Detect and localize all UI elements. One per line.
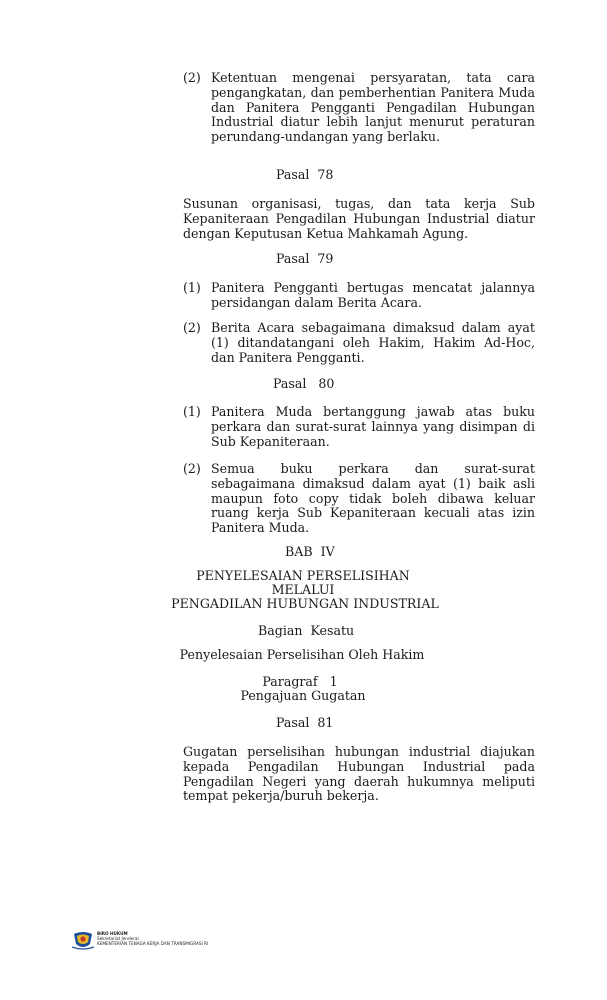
bagian-heading: Bagian Kesatu: [258, 623, 355, 638]
ministry-emblem-icon: [72, 930, 94, 950]
pasal81-heading: Pasal 81: [276, 715, 334, 730]
item-text: Panitera Muda bertanggung jawab atas buku perkara dan surat-surat lainnya yang disimpan di Sub Kepaniteraan.: [211, 404, 535, 449]
bab-title-line-3: PENGADILAN HUBUNGAN INDUSTRIAL: [171, 596, 439, 611]
item-number: (2): [183, 320, 201, 335]
bagian-title: Penyelesaian Perselisihan Oleh Hakim: [179, 647, 425, 662]
footer-line-2: Sekretariat Jenderal: [97, 936, 139, 941]
pasal79-heading: Pasal 79: [276, 251, 334, 266]
footer-stamp: [72, 930, 272, 950]
paragraf-title: Pengajuan Gugatan: [240, 688, 366, 703]
pasal78-heading: Pasal 78: [276, 167, 334, 182]
item-text: Panitera Pengganti bertugas mencatat jalannya persidangan dalam Berita Acara.: [211, 280, 535, 310]
pasal78-text: Susunan organisasi, tugas, dan tata kerja Sub Kepaniteraan Pengadilan Hubungan Industrial diatur dengan Keputusan Ketua Mahkamah Agung.: [183, 196, 535, 241]
paragraf-heading: Paragraf 1: [262, 674, 338, 689]
bab-title-line-2: MELALUI: [271, 582, 335, 597]
item-text: Berita Acara sebagaimana dimaksud dalam ayat (1) ditandatangani oleh Hakim, Hakim Ad-Hoc, dan Panitera Pengganti.: [211, 320, 535, 365]
pasal80-heading: Pasal 80: [273, 376, 335, 391]
item-number: (2): [183, 461, 201, 476]
item-text: Ketentuan mengenai persyaratan, tata cara pengangkatan, dan pemberhentian Panitera Muda dan Panitera Pengganti Pengadilan Hubungan Industrial diatur lebih lanjut menurut peraturan perundang-undangan yang berlaku.: [211, 70, 535, 145]
pasal81-text: Gugatan perselisihan hubungan industrial diajukan kepada Pengadilan Hubungan Industrial pada Pengadilan Negeri yang daerah hukumnya meliputi tempat pekerja/buruh bekerja.: [183, 744, 535, 804]
item-text: Semua buku perkara dan surat-surat sebagaimana dimaksud dalam ayat (1) baik asli maupun foto copy tidak boleh dibawa keluar ruang kerja Sub Kepaniteraan kecuali atas izin Panitera Muda.: [211, 461, 535, 536]
item-number: (2): [183, 70, 201, 85]
item-number: (1): [183, 280, 201, 295]
bab-heading: BAB IV: [285, 544, 335, 559]
footer-line-1: BIRO HUKUM: [97, 931, 128, 936]
item-number: (1): [183, 404, 201, 419]
footer-line-3: KEMENTERIAN TENAGA KERJA DAN TRANSMIGRASI RI: [97, 941, 209, 946]
bab-title-line-1: PENYELESAIAN PERSELISIHAN: [196, 568, 410, 583]
